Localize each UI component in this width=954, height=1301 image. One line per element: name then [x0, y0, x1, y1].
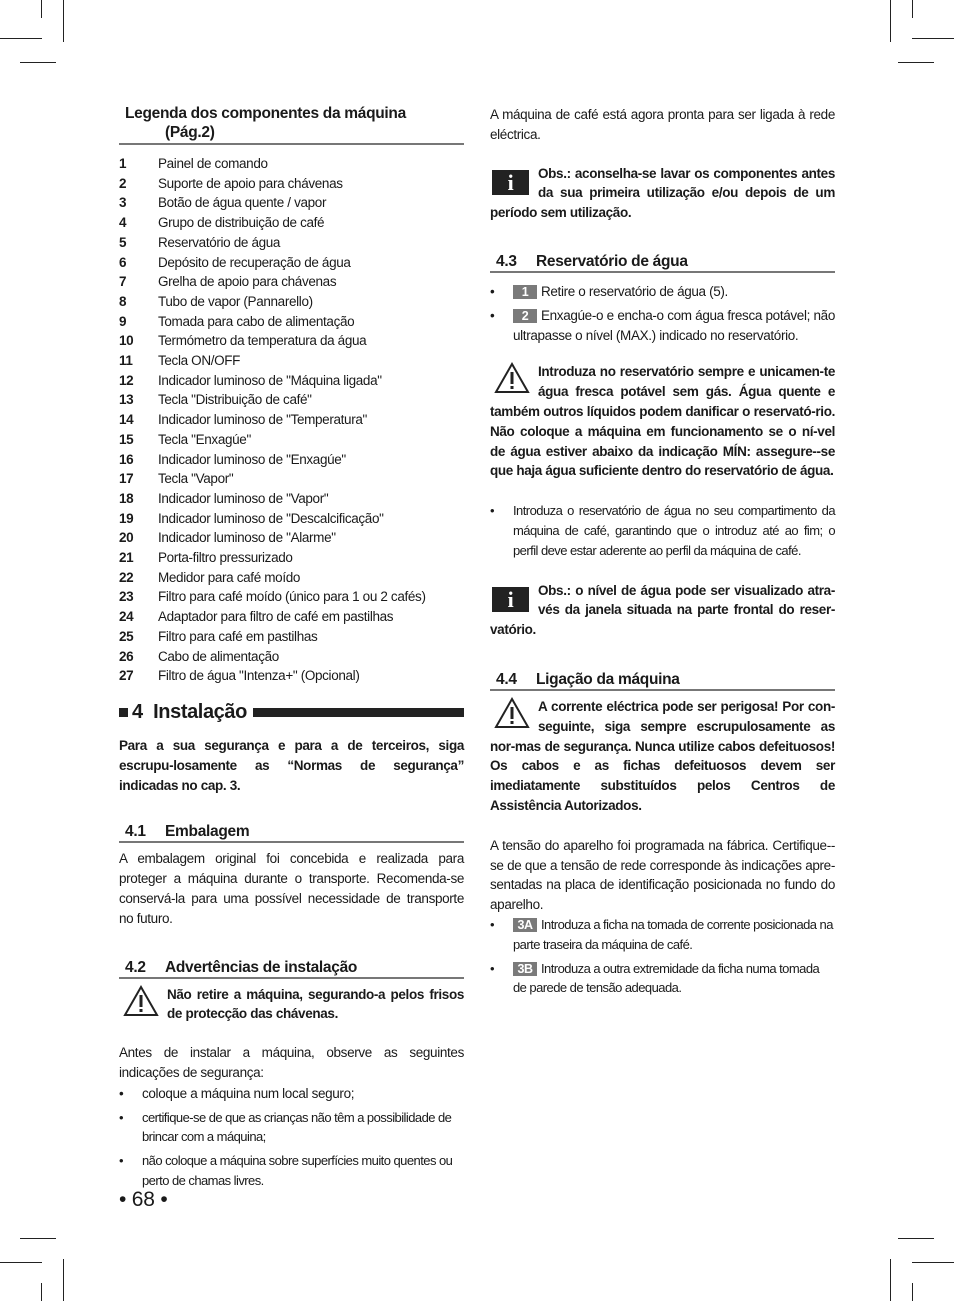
legend-item-number: 21	[119, 550, 134, 566]
section-number: 4.2	[125, 958, 146, 976]
step-item	[490, 959, 835, 999]
section-title: Embalagem	[165, 823, 250, 841]
legend-item	[119, 627, 464, 647]
legend-title	[119, 104, 464, 145]
legend-item-number: 20	[119, 530, 134, 546]
bullet-item: • coloque a máquina num local seguro;	[119, 1084, 464, 1104]
legend-item-number: 13	[119, 392, 134, 408]
install-bullets	[119, 1084, 464, 1191]
crop-mark	[912, 38, 954, 39]
legend-item-text: Tecla ON/OFF	[158, 353, 241, 369]
legend-item	[119, 647, 464, 667]
legend-item	[119, 430, 464, 450]
legend-item-text: Medidor para café moído	[158, 569, 301, 585]
legend-item-text: Indicador luminoso de "Enxagúe"	[158, 451, 346, 467]
legend-title-line1: Legenda dos componentes da máquina	[125, 105, 406, 122]
section-heading-4-3	[490, 252, 835, 273]
chapter-number: 4	[132, 701, 144, 724]
legend-item-text: Indicador luminoso de "Alarme"	[158, 530, 336, 546]
legend-item	[119, 528, 464, 548]
legend-item-text: Reservatório de água	[158, 234, 281, 250]
step-item	[490, 282, 835, 302]
section-number: 4.1	[125, 823, 146, 841]
chapter-square-marker	[119, 708, 128, 717]
crop-mark	[0, 38, 42, 39]
legend-item-text: Indicador luminoso de "Temperatura"	[158, 412, 367, 428]
step-badge: 2	[513, 309, 537, 323]
step-text: Enxagúe-o e encha-o com água fresca potável; não ultrapasse o nível (MAX.) indicado no reservatório.	[513, 307, 835, 343]
section-number: 4.4	[496, 670, 517, 688]
crop-mark	[890, 0, 891, 42]
crop-mark	[63, 1259, 64, 1301]
reservoir-steps	[490, 282, 835, 345]
info-icon: i	[492, 587, 529, 612]
legend-item	[119, 469, 464, 489]
crop-mark	[912, 0, 913, 18]
legend-item-number: 4	[119, 215, 127, 231]
section-heading-4-2	[119, 958, 464, 979]
info-text: Obs.: o nível de água pode ser visualizado atra-vés da janela situada na parte frontal do reser-vatório.	[490, 582, 835, 638]
legend-list	[119, 154, 464, 686]
legend-item	[119, 351, 464, 371]
step-text: Introduza a ficha na tomada de corrente posicionada na parte traseira da máquina de café.	[513, 916, 833, 952]
warning-note	[490, 697, 835, 816]
legend-item-number: 14	[119, 412, 134, 428]
legend-item-text: Tecla "Vapor"	[158, 471, 234, 487]
step-text: Retire o reservatório de água (5).	[541, 283, 728, 299]
legend-item-text: Indicador luminoso de "Descalcificação"	[158, 510, 384, 526]
legend-item-text: Indicador luminoso de "Máquina ligada"	[158, 372, 382, 388]
install-text: Antes de instalar a máquina, observe as seguintes indicações de segurança:	[119, 1045, 464, 1080]
crop-mark	[41, 1283, 42, 1301]
legend-item-number: 11	[119, 353, 133, 369]
legend-item	[119, 568, 464, 588]
crop-mark	[890, 1259, 891, 1301]
warning-icon	[494, 362, 530, 394]
legend-item-number: 12	[119, 372, 134, 388]
legend-item	[119, 272, 464, 292]
legend-item-text: Tubo de vapor (Pannarello)	[158, 293, 313, 309]
legend-item	[119, 607, 464, 627]
warning-note	[119, 985, 464, 1025]
legend-item	[119, 450, 464, 470]
reservoir-bullets	[490, 501, 835, 560]
crop-mark	[912, 1262, 954, 1263]
legend-item-text: Depósito de recuperação de água	[158, 254, 351, 270]
legend-item	[119, 489, 464, 509]
legend-item-text: Filtro para café em pastilhas	[158, 628, 318, 644]
legend-item	[119, 174, 464, 194]
step-text: Introduza a outra extremidade da ficha numa tomada de parede de tensão adequada.	[513, 960, 820, 996]
crop-mark	[20, 62, 56, 63]
chapter-heading	[119, 700, 464, 726]
legend-item-text: Filtro para café moído (único para 1 ou 2 cafés)	[158, 589, 426, 605]
crop-mark	[898, 62, 934, 63]
legend-item	[119, 193, 464, 213]
legend-item	[119, 410, 464, 430]
ready-text: A máquina de café está agora pronta para ser ligada à rede eléctrica.	[490, 107, 835, 142]
step-badge: 1	[513, 285, 537, 299]
chapter-intro: Para a sua segurança e para a de terceiros, siga escrupu-losamente as “Normas de segurança” indicadas no cap. 3.	[119, 737, 464, 793]
connection-steps	[490, 915, 835, 998]
legend-item	[119, 331, 464, 351]
legend-item-text: Termómetro da temperatura da água	[158, 333, 367, 349]
legend-item-number: 10	[119, 333, 134, 349]
voltage-text: A tensão do aparelho foi programada na fábrica. Certifique--se de que a tensão de rede corresponde às indicações apre-sentadas na placa de identificação posicionada no fundo do aparelho.	[490, 837, 835, 913]
legend-item	[119, 509, 464, 529]
legend-item-text: Painel de comando	[158, 156, 268, 171]
legend-item-number: 5	[119, 234, 127, 250]
legend-item-number: 19	[119, 510, 134, 526]
chapter-title: Instalação	[153, 701, 247, 724]
legend-item-number: 15	[119, 431, 134, 447]
legend-item	[119, 154, 464, 174]
warning-icon	[494, 697, 530, 729]
legend-item	[119, 312, 464, 332]
section-title: Advertências de instalação	[165, 958, 358, 976]
info-icon: i	[492, 170, 529, 195]
legend-item-number: 8	[119, 293, 127, 309]
step-badge: 3B	[513, 962, 537, 976]
legend-item-text: Indicador luminoso de "Vapor"	[158, 490, 329, 506]
legend-item-number: 16	[119, 451, 134, 467]
legend-item-text: Grelha de apoio para chávenas	[158, 274, 337, 290]
section-heading-4-4	[490, 670, 835, 691]
crop-mark	[41, 0, 42, 18]
legend-item	[119, 292, 464, 312]
legend-item-number: 26	[119, 648, 134, 664]
legend-item-text: Adaptador para filtro de café em pastilhas	[158, 609, 394, 625]
crop-mark	[898, 1238, 934, 1239]
legend-item-number: 1	[119, 156, 127, 171]
crop-mark	[20, 1238, 56, 1239]
packaging-text: A embalagem original foi concebida e realizada para proteger a máquina durante o transporte. Recomenda-se conservá-la para uma possível necessidade de transporte no futuro.	[119, 851, 464, 926]
crop-mark	[0, 1262, 42, 1263]
legend-item-text: Suporte de apoio para chávenas	[158, 175, 343, 191]
warning-text: Não retire a máquina, segurando-a pelos frisos de protecção das chávenas.	[167, 986, 464, 1022]
right-column	[490, 104, 835, 998]
legend-item	[119, 253, 464, 273]
warning-text: Introduza no reservatório sempre e unicamen-te água fresca potável sem gás. Água quente e também outros líquidos podem danificar o reservató-rio. Não coloque a máquina em funcionamento se o ní-vel de água estiver abaixo da indicação MÍN: assegure--se que haja água suficiente dentro do reservatório de água.	[490, 364, 835, 479]
legend-item-number: 27	[119, 668, 134, 684]
legend-item-text: Tomada para cabo de alimentação	[158, 313, 355, 329]
step-item	[490, 915, 835, 955]
legend-item-number: 2	[119, 175, 127, 191]
info-note	[490, 581, 835, 640]
legend-item	[119, 666, 464, 686]
bullet-item: • Introduza o reservatório de água no seu compartimento da máquina de café, garantindo que o introduz até ao fim; o perfil deve estar aderente ao perfil da máquina de café.	[490, 501, 835, 560]
legend-item-number: 7	[119, 274, 127, 290]
warning-icon	[123, 985, 159, 1017]
page-number: • 68 •	[119, 1188, 168, 1211]
legend-item-text: Porta-filtro pressurizado	[158, 550, 293, 566]
legend-item-number: 6	[119, 254, 127, 270]
legend-item-text: Tecla "Distribuição de café"	[158, 392, 312, 408]
warning-text: A corrente eléctrica pode ser perigosa! Por con-seguinte, siga sempre escrupulosamente as nor-mas de segurança. Nunca utilize cabos defeituosos! Os cabos e as fichas defeituosos devem ser imediatamente substituídos pelos Centros de Assistência Autorizados.	[490, 698, 835, 813]
legend-item-text: Tecla "Enxagúe"	[158, 431, 251, 447]
bullet-item: • não coloque a máquina sobre superfícies muito quentes ou perto de chamas livres.	[119, 1151, 464, 1191]
info-text: Obs.: aconselha-se lavar os componentes antes da sua primeira utilização e/ou depois de um período sem utilização.	[490, 165, 835, 221]
step-item	[490, 306, 835, 346]
legend-item-text: Botão de água quente / vapor	[158, 195, 327, 211]
section-heading-4-1	[119, 822, 464, 843]
chapter-bar	[253, 708, 464, 717]
step-badge: 3A	[513, 918, 537, 932]
legend-item-text: Grupo de distribuição de café	[158, 215, 325, 231]
bullet-item: • certifique-se de que as crianças não têm a possibilidade de brincar com a máquina;	[119, 1108, 464, 1148]
legend-item-text: Filtro de água "Intenza+" (Opcional)	[158, 668, 360, 684]
legend-title-line2: (Pág.2)	[165, 124, 215, 141]
section-title: Ligação da máquina	[536, 670, 680, 688]
legend-item-number: 24	[119, 609, 134, 625]
legend-item-number: 25	[119, 628, 134, 644]
section-title: Reservatório de água	[536, 252, 688, 270]
legend-item-text: Cabo de alimentação	[158, 648, 279, 664]
legend-item	[119, 213, 464, 233]
info-note	[490, 164, 835, 223]
legend-item-number: 23	[119, 589, 134, 605]
crop-mark	[912, 1283, 913, 1301]
legend-item-number: 9	[119, 313, 127, 329]
legend-item	[119, 233, 464, 253]
crop-mark	[63, 0, 64, 42]
legend-item	[119, 587, 464, 607]
legend-item	[119, 390, 464, 410]
legend-item-number: 3	[119, 195, 127, 211]
legend-item	[119, 371, 464, 391]
section-number: 4.3	[496, 252, 517, 270]
legend-item-number: 22	[119, 569, 134, 585]
left-column	[119, 104, 464, 1191]
legend-item-number: 18	[119, 490, 134, 506]
warning-note	[490, 362, 835, 481]
legend-item-number: 17	[119, 471, 134, 487]
legend-item	[119, 548, 464, 568]
